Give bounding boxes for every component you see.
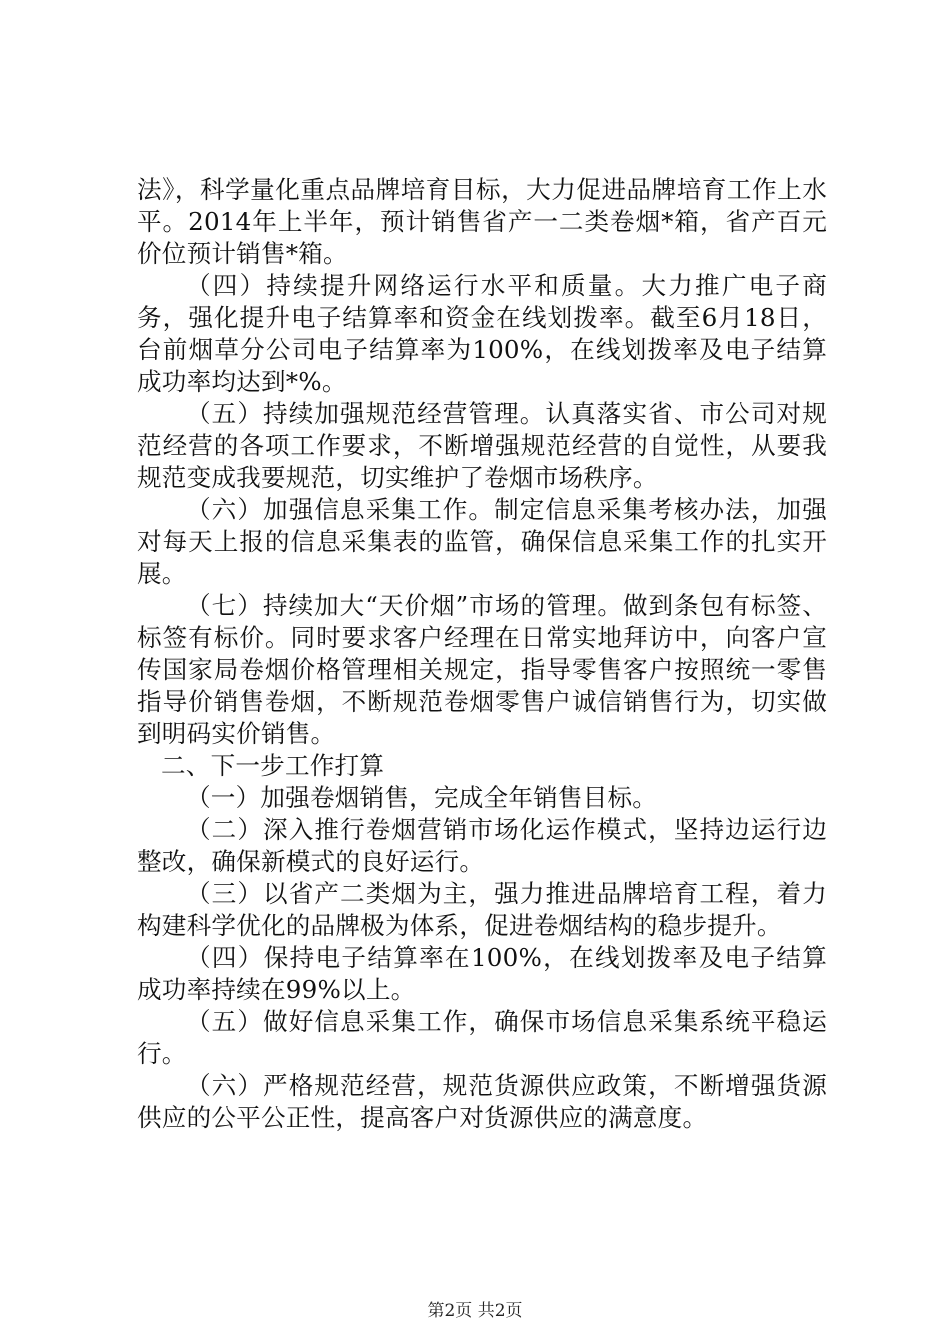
section-heading-next-steps: 二、下一步工作打算 bbox=[161, 751, 385, 780]
plan-item-information-system: （五）做好信息采集工作，确保市场信息采集系统平稳运行。 bbox=[137, 1007, 827, 1068]
plan-item-brand-cultivation: （三）以省产二类烟为主，强力推进品牌培育工程，着力构建科学优化的品牌极为体系，促进卷烟结构的稳步提升。 bbox=[137, 879, 827, 940]
paragraph-standard-management: （五）持续加强规范经营管理。认真落实省、市公司对规范经营的各项工作要求，不断增强规范经营的自觉性，从要我规范变成我要规范，切实维护了卷烟市场秩序。 bbox=[137, 399, 827, 492]
plan-item-sales: （一）加强卷烟销售，完成全年销售目标。 bbox=[186, 783, 658, 812]
paragraph-network-operation: （四）持续提升网络运行水平和质量。大力推广电子商务，强化提升电子结算率和资金在线划拨率。截至6月18日，台前烟草分公司电子结算率为100%，在线划拨率及电子结算成功率均达到*%。 bbox=[137, 271, 827, 396]
document-body bbox=[137, 174, 827, 1134]
plan-item-electronic-settlement: （四）保持电子结算率在100%，在线划拨率及电子结算成功率持续在99%以上。 bbox=[137, 943, 827, 1004]
paragraph-continuation: 法》，科学量化重点品牌培育目标，大力促进品牌培育工作上水平。2014年上半年，预计销售省产一二类卷烟*箱，省产百元价位预计销售*箱。 bbox=[137, 175, 827, 268]
paragraph-premium-cigarette-market: （七）持续加大“天价烟”市场的管理。做到条包有标签、标签有标价。同时要求客户经理在日常实地拜访中，向客户宣传国家局卷烟价格管理相关规定，指导零售客户按照统一零售指导价销售卷烟，不断规范卷烟零售户诚信销售行为，切实做到明码实价销售。 bbox=[137, 591, 827, 748]
paragraph-information-collection: （六）加强信息采集工作。制定信息采集考核办法，加强对每天上报的信息采集表的监管，确保信息采集工作的扎实开展。 bbox=[137, 495, 827, 588]
plan-item-supply-policy: （六）严格规范经营，规范货源供应政策，不断增强货源供应的公平公正性，提高客户对货源供应的满意度。 bbox=[137, 1071, 827, 1132]
plan-item-market-mode: （二）深入推行卷烟营销市场化运作模式，坚持边运行边整改，确保新模式的良好运行。 bbox=[137, 815, 827, 876]
page-number-footer: 第2页 共2页 bbox=[427, 1301, 523, 1321]
